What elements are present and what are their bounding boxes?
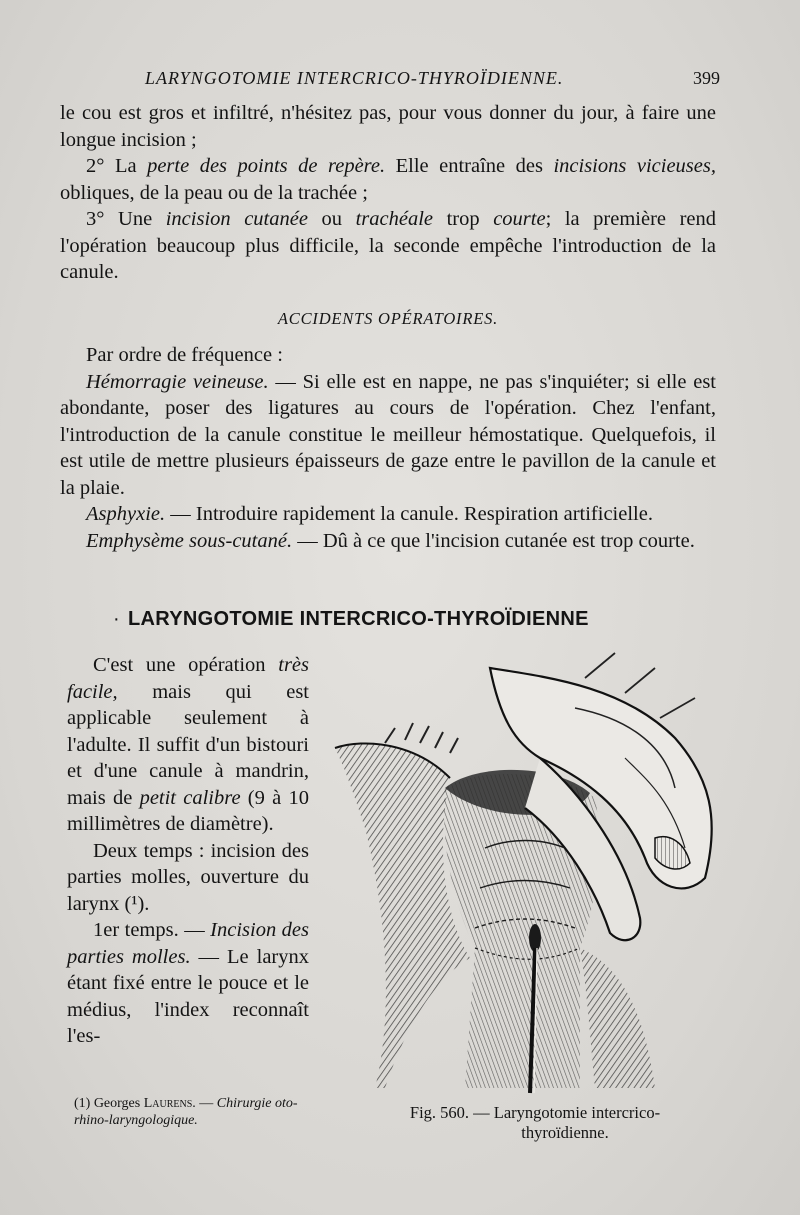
- running-title: LARYNGOTOMIE INTERCRICO-THYROÏDIENNE.: [145, 68, 564, 88]
- section-title-text: LARYNGOTOMIE INTERCRICO-THYROÏDIENNE: [127, 608, 589, 630]
- page-number: 399: [693, 68, 720, 88]
- footnote: (1) Georges Laurens. — Chirurgie oto-rhino-laryngologique.: [74, 1096, 298, 1128]
- figure-caption: [345, 1103, 725, 1143]
- paragraph-frequency: Par ordre de fréquence :: [86, 344, 283, 366]
- paragraph-item-3: 3° Une incision cutanée ou trachéale trop courte; la première rend l'opération beaucoup plus difficile, la seconde empêche l'introduction de la canule.: [60, 208, 717, 283]
- paragraph-first-step: 1er temps. — Incision des parties molles. — Le larynx étant fixé entre le pouce et le médius, l'index reconnaît l'es-: [67, 919, 309, 1047]
- body-text: [60, 100, 716, 554]
- larynx-drawing: [325, 648, 720, 1098]
- left-column-text: [67, 652, 309, 1050]
- surgical-illustration: [325, 648, 720, 1098]
- paragraph-continuation: le cou est gros et infiltré, n'hésitez pas, pour vous donner du jour, à faire une longue incision ;: [60, 102, 716, 151]
- accidents-heading: ACCIDENTS OPÉRATOIRES.: [277, 308, 499, 328]
- section-title: [113, 608, 589, 631]
- paragraph-hemorrhage: Hémorragie veineuse. — Si elle est en nappe, ne pas s'inquiéter; si elle est abondante, poser des ligatures au cours de l'opération. Chez l'enfant, l'introduction de la canule constitue le meilleur hémostatique. Quelquefois, il est utile de mettre plusieurs épaisseurs de gaze entre le pavillon de la canule et la plaie.: [60, 370, 716, 499]
- paragraph-intro: C'est une opération très facile, mais qui est applicable seulement à l'adulte. Il suffit d'un bistouri et d'une canule à mandrin, mais de petit calibre (9 à 10 millimètres de diamètre).: [67, 654, 309, 835]
- caption-line-1: Fig. 560. — Laryngotomie intercrico-: [409, 1103, 661, 1122]
- paragraph-emphysema: Emphysème sous-cutané. — Dû à ce que l'incision cutanée est trop courte.: [86, 529, 695, 552]
- paragraph-item-2: 2° La perte des points de repère. Elle entraîne des incisions vicieuses, obliques, de la peau ou de la trachée ;: [60, 155, 716, 204]
- running-head: [60, 68, 720, 96]
- caption-line-2: thyroïdienne.: [521, 1123, 609, 1142]
- section-dot: ·: [113, 608, 120, 630]
- paragraph-asphyxia: Asphyxie. — Introduire rapidement la canule. Respiration artificielle.: [86, 503, 653, 525]
- paragraph-two-steps: Deux temps : incision des parties molles, ouverture du larynx (¹).: [67, 839, 309, 915]
